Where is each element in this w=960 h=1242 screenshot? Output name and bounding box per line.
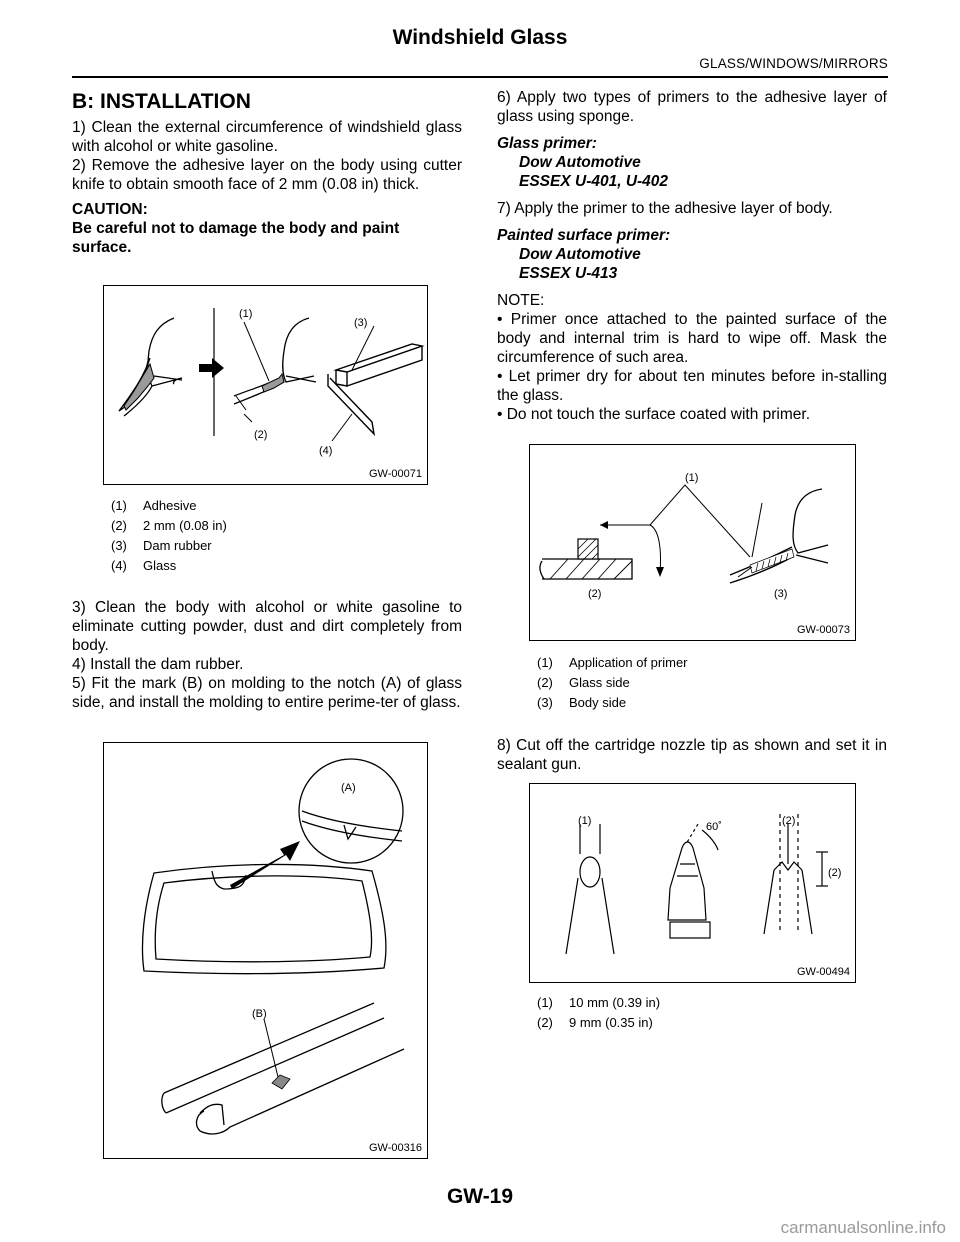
figure-4-legend bbox=[537, 993, 660, 1033]
step-6: 6) Apply two types of primers to the adhesive layer of glass using sponge. bbox=[497, 89, 887, 125]
callout-3: (3) bbox=[354, 317, 368, 329]
figure-code: GW-00494 bbox=[797, 966, 850, 978]
figure-code: GW-00073 bbox=[797, 624, 850, 636]
figure-adhesive-removal bbox=[103, 285, 428, 485]
angle-label: 60˚ bbox=[706, 821, 722, 833]
glass-primer-label: Glass primer: bbox=[497, 135, 597, 152]
section-heading: B: INSTALLATION bbox=[72, 90, 251, 113]
figure-nozzle-cut bbox=[529, 783, 856, 983]
page-number: GW-19 bbox=[446, 1185, 514, 1208]
figure-molding-installation bbox=[103, 742, 428, 1159]
legend-item: (1) 10 mm (0.39 in) bbox=[537, 995, 661, 1010]
legend-item: (1) Application of primer bbox=[537, 655, 688, 670]
primer-illustration bbox=[530, 445, 855, 640]
legend-item: (4) Glass bbox=[111, 558, 177, 573]
callout-a: (A) bbox=[341, 782, 356, 794]
legend-item: (2) 2 mm (0.08 in) bbox=[111, 518, 227, 533]
note-label: NOTE: bbox=[497, 292, 545, 309]
right-column-lower bbox=[497, 736, 887, 774]
step-5: 5) Fit the mark (B) on molding to the notch (A) of glass side, and install the molding to entire perime-ter of glass. bbox=[72, 675, 462, 711]
caution-label: CAUTION: bbox=[72, 201, 148, 218]
adhesive-removal-illustration bbox=[104, 286, 427, 484]
legend-item: (1) Adhesive bbox=[111, 498, 197, 513]
left-column bbox=[72, 88, 462, 257]
step-8: 8) Cut off the cartridge nozzle tip as shown and set it in sealant gun. bbox=[497, 737, 887, 773]
figure-1-legend bbox=[111, 496, 227, 576]
step-7: 7) Apply the primer to the adhesive layer of body. bbox=[497, 200, 833, 217]
molding-illustration bbox=[104, 743, 427, 1158]
step-4: 4) Install the dam rubber. bbox=[72, 656, 244, 673]
figure-code: GW-00316 bbox=[369, 1142, 422, 1154]
watermark: carmanualsonline.info bbox=[780, 1218, 946, 1237]
caution-text: Be careful not to damage the body and paint surface. bbox=[72, 220, 400, 256]
section-name: GLASS/WINDOWS/MIRRORS bbox=[699, 56, 888, 71]
page-title: Windshield Glass bbox=[392, 26, 568, 49]
step-1: 1) Clean the external circumference of windshield glass with alcohol or white gasoline. bbox=[72, 119, 462, 155]
note-item: • Primer once attached to the painted surface of the body and internal trim is hard to wipe off. Mask the circumference of such area. bbox=[497, 311, 887, 366]
legend-item: (3) Body side bbox=[537, 695, 627, 710]
callout-1: (1) bbox=[685, 472, 699, 484]
glass-primer-code: ESSEX U-401, U-402 bbox=[519, 173, 669, 190]
figure-code: GW-00071 bbox=[369, 468, 422, 480]
callout-4: (4) bbox=[319, 445, 333, 457]
callout-b: (B) bbox=[252, 1008, 267, 1020]
nozzle-illustration bbox=[530, 784, 855, 982]
figure-primer-application bbox=[529, 444, 856, 641]
callout-2-side: (2) bbox=[828, 867, 842, 879]
callout-2-top: (2) bbox=[782, 815, 796, 827]
painted-primer-brand: Dow Automotive bbox=[519, 246, 641, 263]
legend-item: (2) 9 mm (0.35 in) bbox=[537, 1015, 653, 1030]
note-item: • Let primer dry for about ten minutes before in-stalling the glass. bbox=[497, 368, 887, 404]
callout-2: (2) bbox=[588, 588, 602, 600]
right-column bbox=[497, 88, 887, 424]
callout-1: (1) bbox=[578, 815, 592, 827]
glass-primer-brand: Dow Automotive bbox=[519, 154, 641, 171]
figure-3-legend bbox=[537, 653, 688, 713]
step-3: 3) Clean the body with alcohol or white gasoline to eliminate cutting powder, dust and dirt completely from body. bbox=[72, 599, 462, 654]
left-column-lower bbox=[72, 598, 462, 712]
callout-1: (1) bbox=[239, 308, 253, 320]
step-2: 2) Remove the adhesive layer on the body using cutter knife to obtain smooth face of 2 mm (0.08 in) thick. bbox=[72, 157, 462, 193]
header-divider bbox=[72, 76, 888, 78]
legend-item: (2) Glass side bbox=[537, 675, 630, 690]
legend-item: (3) Dam rubber bbox=[111, 538, 212, 553]
callout-2: (2) bbox=[254, 429, 268, 441]
note-item: • Do not touch the surface coated with primer. bbox=[497, 406, 811, 423]
painted-primer-code: ESSEX U-413 bbox=[519, 265, 618, 282]
callout-3: (3) bbox=[774, 588, 788, 600]
painted-primer-label: Painted surface primer: bbox=[497, 227, 671, 244]
